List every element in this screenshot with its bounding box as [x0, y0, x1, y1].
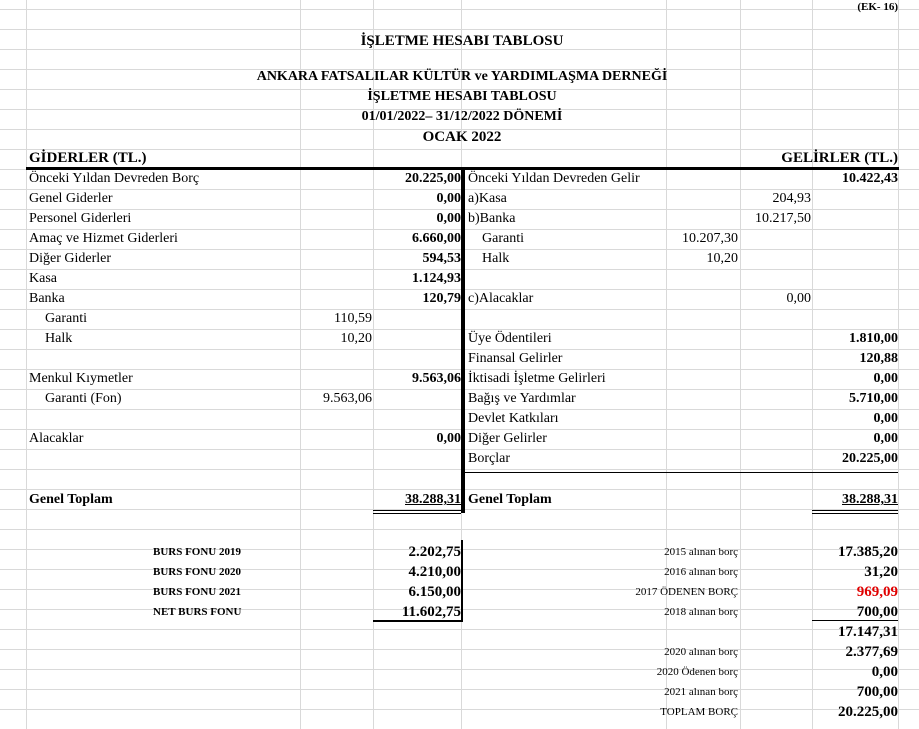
burs-value: 6.150,00	[408, 584, 461, 600]
gelir-sub-value	[740, 329, 811, 349]
borc-value: 17.147,31	[838, 624, 898, 640]
gider-label: Banka	[29, 291, 65, 306]
grid-line	[0, 469, 919, 470]
gelirler-header: GELİRLER (TL.)	[781, 150, 898, 166]
grid-line	[0, 669, 919, 670]
gelir-sub-value	[666, 369, 738, 389]
grid-line	[0, 689, 919, 690]
gider-sub-value	[300, 429, 372, 449]
gelir-label: Garanti	[482, 231, 524, 246]
gelir-sub-value	[740, 249, 811, 269]
gelir-sub-value	[740, 169, 811, 189]
gelir-sub-value	[666, 409, 738, 429]
burs-label: NET BURS FONU	[153, 606, 242, 618]
borc-label: 2018 alınan borç	[664, 606, 738, 618]
left-total-value: 38.288,31	[405, 492, 461, 507]
gider-sub-value	[300, 409, 372, 429]
gelir-sub-value	[666, 169, 738, 189]
gelir-label: Borçlar	[468, 451, 510, 466]
gelir-sub-value	[740, 429, 811, 449]
subtitle: İŞLETME HESABI TABLOSU	[367, 89, 557, 104]
borc-label	[560, 622, 738, 642]
gider-value	[373, 389, 461, 409]
gelir-sub-value	[740, 349, 811, 369]
borc-label: 2020 alınan borç	[664, 646, 738, 658]
gider-value: 594,53	[422, 251, 461, 266]
borc-label: 2016 alınan borç	[664, 566, 738, 578]
gelir-sub-value	[666, 429, 738, 449]
month-label: OCAK 2022	[422, 129, 502, 145]
gider-sub-value	[300, 369, 372, 389]
gider-value	[373, 309, 461, 329]
burs-value: 2.202,75	[408, 544, 461, 560]
gider-sub-value: 9.563,06	[323, 391, 372, 406]
borc-label: 2020 Ödenen borç	[656, 666, 738, 678]
gelir-sub-value	[740, 369, 811, 389]
gider-label: Halk	[45, 331, 73, 346]
organization-name: ANKARA FATSALILAR KÜLTÜR ve YARDIMLAŞMA DERNEĞİ	[256, 69, 668, 84]
gider-value: 9.563,06	[412, 371, 461, 386]
gider-label: Garanti	[45, 311, 87, 326]
gelir-value	[812, 269, 898, 289]
grid-line	[0, 709, 919, 710]
gelir-value: 0,00	[873, 411, 898, 426]
gider-sub-value	[300, 169, 372, 189]
gider-sub-value	[300, 289, 372, 309]
borc-label: 2017 ÖDENEN BORÇ	[635, 586, 738, 598]
grid-line	[0, 649, 919, 650]
gider-label: Genel Giderler	[29, 191, 113, 206]
gelir-label: Bağış ve Yardımlar	[468, 391, 576, 406]
gelir-label: Diğer Gelirler	[468, 431, 547, 446]
borc-value: 700,00	[856, 604, 898, 620]
gelir-label: Finansal Gelirler	[468, 351, 563, 366]
gelir-value	[812, 289, 898, 309]
borc-value: 2.377,69	[845, 644, 898, 660]
gelir-label: Üye Ödentileri	[468, 331, 552, 346]
gider-value: 120,79	[422, 291, 461, 306]
gelir-value: 120,88	[859, 351, 898, 366]
borc-value: 20.225,00	[838, 704, 898, 720]
gider-value: 1.124,93	[412, 271, 461, 286]
gelir-sub-value	[666, 209, 738, 229]
burs-bottom-rule	[373, 620, 461, 622]
ek-label: (EK- 16)	[857, 1, 898, 13]
grid-line	[0, 529, 919, 530]
gider-sub-value	[300, 349, 372, 369]
borc-value: 0,00	[871, 664, 898, 680]
gelir-sub-value	[666, 309, 738, 329]
burs-label: BURS FONU 2020	[153, 566, 242, 578]
gider-label: Alacaklar	[29, 431, 84, 446]
page-title: İŞLETME HESABI TABLOSU	[360, 33, 564, 49]
right-total-value: 38.288,31	[842, 492, 898, 507]
gider-label: Önceki Yıldan Devreden Borç	[29, 171, 200, 186]
gelir-sub-value	[666, 269, 738, 289]
gider-sub-value	[300, 249, 372, 269]
period: 01/01/2022– 31/12/2022 DÖNEMİ	[361, 109, 563, 124]
gelir-sub-value	[740, 269, 811, 289]
gider-value: 6.660,00	[412, 231, 461, 246]
gelir-value: 5.710,00	[849, 391, 898, 406]
gelir-sub-value: 10.217,50	[755, 211, 811, 226]
gelir-sub-value: 0,00	[786, 291, 811, 306]
gelir-value	[812, 309, 898, 329]
gelir-value: 10.422,43	[842, 171, 898, 186]
gider-value: 0,00	[436, 211, 461, 226]
gelir-sub-value	[666, 289, 738, 309]
gider-value	[373, 409, 461, 429]
burs-value: 11.602,75	[401, 604, 461, 620]
gelir-sub-value	[666, 449, 738, 469]
grid-line	[0, 29, 919, 30]
center-divider	[461, 169, 465, 513]
gelir-label: a)Kasa	[468, 191, 507, 206]
gider-sub-value	[300, 209, 372, 229]
gider-value: 0,00	[436, 431, 461, 446]
borc-label: 2021 alınan borç	[664, 686, 738, 698]
gelir-sub-value	[740, 309, 811, 329]
borc-label: TOPLAM BORÇ	[660, 706, 738, 718]
gider-label: Diğer Giderler	[29, 251, 112, 266]
borc-label: 2015 alınan borç	[664, 546, 738, 558]
gelir-sub-value: 204,93	[772, 191, 811, 206]
gelir-value: 20.225,00	[842, 451, 898, 466]
gider-label: Personel Giderleri	[29, 211, 132, 226]
gelir-label: c)Alacaklar	[468, 291, 534, 306]
gider-value: 20.225,00	[405, 171, 461, 186]
gelir-value	[812, 189, 898, 209]
gider-label: Amaç ve Hizmet Giderleri	[29, 231, 178, 246]
gelir-label: Halk	[482, 251, 510, 266]
gelir-sub-value: 10,20	[706, 251, 738, 266]
gelir-label: Önceki Yıldan Devreden Gelir	[468, 171, 640, 186]
borc-value: 17.385,20	[838, 544, 898, 560]
gelir-value	[812, 229, 898, 249]
gider-value: 0,00	[436, 191, 461, 206]
gelir-sub-value	[740, 449, 811, 469]
borc-value: 969,09	[856, 584, 898, 600]
gelir-value: 0,00	[873, 431, 898, 446]
borc-value: 700,00	[856, 684, 898, 700]
borclar-rule	[461, 472, 898, 473]
gider-value	[373, 349, 461, 369]
gider-label: Garanti (Fon)	[45, 391, 122, 406]
left-total-label: Genel Toplam	[29, 492, 113, 507]
right-total-double-rule	[812, 510, 898, 514]
gider-sub-value: 110,59	[334, 311, 372, 326]
gelir-sub-value: 10.207,30	[682, 231, 738, 246]
gelir-sub-value	[666, 189, 738, 209]
gelir-sub-value	[666, 329, 738, 349]
gider-value	[373, 329, 461, 349]
gider-sub-value	[300, 189, 372, 209]
burs-divider	[461, 540, 463, 622]
burs-value: 4.210,00	[408, 564, 461, 580]
gelir-sub-value	[666, 389, 738, 409]
gelir-value	[812, 209, 898, 229]
gider-label: Kasa	[29, 271, 57, 286]
gider-sub-value: 10,20	[340, 331, 372, 346]
gelir-label: Devlet Katkıları	[468, 411, 559, 426]
gelir-label: İktisadi İşletme Gelirleri	[468, 371, 606, 386]
gider-sub-value	[300, 229, 372, 249]
giderler-header: GİDERLER (TL.)	[29, 150, 147, 166]
gider-label: Menkul Kıymetler	[29, 371, 133, 386]
borc-value: 31,20	[864, 564, 898, 580]
grid-line	[0, 629, 919, 630]
gelir-sub-value	[740, 389, 811, 409]
gelir-sub-value	[666, 349, 738, 369]
gelir-sub-value	[740, 229, 811, 249]
burs-label: BURS FONU 2019	[153, 546, 242, 558]
gider-sub-value	[300, 269, 372, 289]
gelir-value	[812, 249, 898, 269]
gelir-sub-value	[740, 409, 811, 429]
left-total-double-rule	[373, 510, 461, 514]
gelir-value: 0,00	[873, 371, 898, 386]
borc-subtotal-rule	[812, 620, 898, 621]
right-total-label: Genel Toplam	[468, 492, 552, 507]
gelir-value: 1.810,00	[849, 331, 898, 346]
gelir-label: b)Banka	[468, 211, 516, 226]
burs-label: BURS FONU 2021	[153, 586, 242, 598]
